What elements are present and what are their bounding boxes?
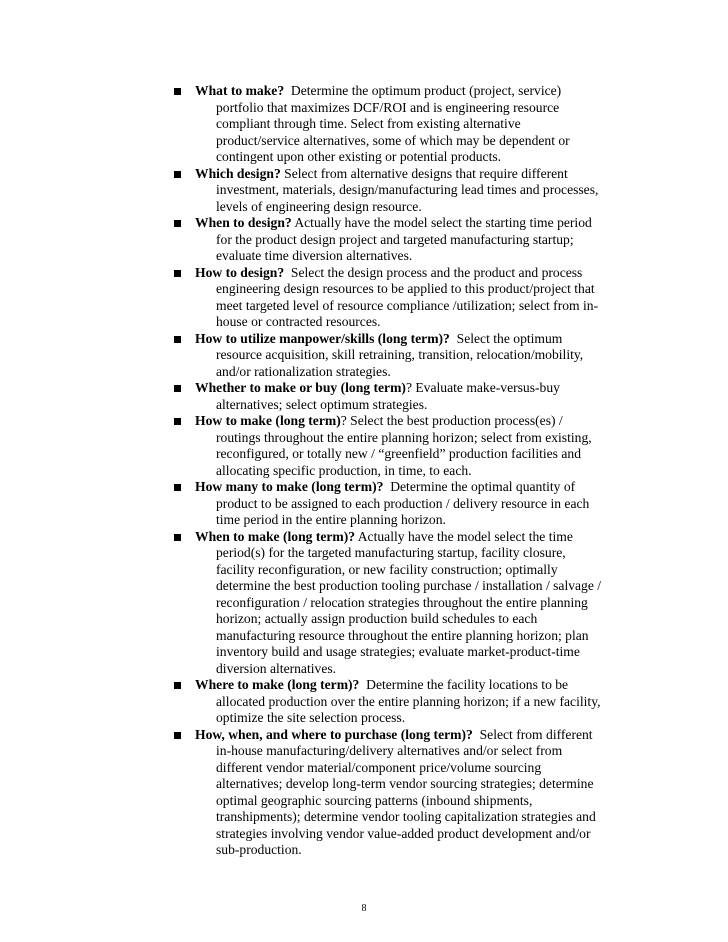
item-text: in-house manufacturing/delivery alternatives and/or select from xyxy=(216,743,563,758)
item-text: sub-production. xyxy=(216,842,302,857)
item-text: Actually have the model select the time xyxy=(355,528,573,544)
item-first-line xyxy=(195,215,622,232)
item-text: engineering design resources to be applied to this product/project that xyxy=(216,281,595,296)
item-text: house or contracted resources. xyxy=(216,314,381,329)
item-first-line xyxy=(195,83,622,100)
square-bullet-icon xyxy=(174,732,181,739)
square-bullet-icon xyxy=(174,336,181,343)
item-heading: Which design? xyxy=(195,165,281,181)
item-text: optimal geographic sourcing patterns (inbound shipments, xyxy=(216,792,533,808)
square-bullet-icon xyxy=(174,534,181,541)
item-text: contingent upon other existing or potential products. xyxy=(216,149,502,164)
item-text: alternatives; select optimum strategies. xyxy=(216,396,428,412)
item-text: levels of engineering design resource. xyxy=(216,198,422,214)
item-text: product/service alternatives, some of which may be dependent or xyxy=(216,132,570,148)
item-text: Actually have the model select the starting time period xyxy=(291,215,592,230)
item-text: portfolio that maximizes DCF/ROI and is engineering resource xyxy=(216,99,560,115)
item-first-line xyxy=(195,331,622,348)
item-first-line xyxy=(195,265,622,282)
square-bullet-icon xyxy=(174,418,181,425)
square-bullet-icon xyxy=(174,171,181,178)
item-first-line xyxy=(195,677,622,694)
item-text: meet targeted level of resource compliance /utilization; select from in- xyxy=(216,297,599,313)
item-heading: How, when, and where to purchase (long term)? xyxy=(195,726,473,742)
item-text: allocating specific production, in time, to each. xyxy=(216,462,472,478)
item-heading: When to design? xyxy=(195,215,292,230)
list-item xyxy=(172,380,622,413)
list-item xyxy=(172,331,622,381)
item-first-line xyxy=(195,166,622,183)
item-text: different vendor material/component price/volume sourcing xyxy=(216,759,542,775)
square-bullet-icon xyxy=(174,385,181,392)
square-bullet-icon xyxy=(174,270,181,277)
item-text: ? Evaluate make-versus-buy xyxy=(405,380,560,395)
list-item xyxy=(172,215,622,265)
square-bullet-icon xyxy=(174,484,181,491)
item-first-line xyxy=(195,727,622,744)
item-text: routings throughout the entire planning horizon; select from existing, xyxy=(216,429,592,445)
item-text: Determine the optimal quantity of xyxy=(383,479,576,494)
item-text: evaluate time diversion alternatives. xyxy=(216,248,413,263)
square-bullet-icon xyxy=(174,220,181,227)
item-text: facility reconfiguration, or new facility construction; optimally xyxy=(216,561,558,577)
item-text: diversion alternatives. xyxy=(216,660,337,676)
item-text: determine the best production tooling purchase / installation / salvage / xyxy=(216,578,602,593)
item-text: reconfigured, or totally new / “greenfield” production facilities and xyxy=(216,446,582,461)
item-text: alternatives; develop long-term vendor sourcing strategies; determine xyxy=(216,776,594,791)
item-heading: Where to make (long term)? xyxy=(195,677,360,692)
item-text: period(s) for the targeted manufacturing startup, facility closure, xyxy=(216,545,566,560)
item-text: horizon; actually assign production build schedules to each xyxy=(216,611,538,626)
item-text: Select the optimum xyxy=(449,330,563,346)
item-text: Select from different xyxy=(472,726,593,742)
item-heading: How to utilize manpower/skills (long term)? xyxy=(195,330,450,346)
square-bullet-icon xyxy=(174,682,181,689)
decision-list xyxy=(172,83,622,859)
page-number: 8 xyxy=(361,903,367,914)
item-text: inventory build and usage strategies; evaluate market-product-time xyxy=(216,644,580,659)
square-bullet-icon xyxy=(174,88,181,95)
item-text: time period in the entire planning horizon. xyxy=(216,512,446,527)
item-first-line xyxy=(195,479,622,496)
list-item xyxy=(172,265,622,331)
item-text: investment, materials, design/manufacturing lead times and processes, xyxy=(216,182,599,197)
list-item xyxy=(172,529,622,678)
list-item xyxy=(172,166,622,216)
item-text: transhipments); determine vendor tooling capitalization strategies and xyxy=(216,809,596,824)
item-heading: When to make (long term)? xyxy=(195,528,356,544)
item-heading: How to make (long term) xyxy=(195,413,341,428)
item-text: reconfiguration / relocation strategies throughout the entire planning xyxy=(216,594,588,610)
item-text: Select from alternative designs that require different xyxy=(280,165,568,181)
item-text: ? Select the best production process(es) / xyxy=(340,413,563,428)
item-text: for the product design project and targeted manufacturing startup; xyxy=(216,231,574,247)
item-heading: What to make? xyxy=(195,83,285,98)
list-item xyxy=(172,479,622,529)
item-first-line xyxy=(195,413,622,430)
item-text: Determine the facility locations to be xyxy=(359,677,569,692)
item-text: strategies involving vendor value-added product development and/or xyxy=(216,825,591,841)
item-first-line xyxy=(195,380,622,397)
item-text: and/or rationalization strategies. xyxy=(216,363,391,379)
item-text: product to be assigned to each production / delivery resource in each xyxy=(216,495,590,511)
item-heading: How to design? xyxy=(195,264,285,280)
item-text: resource acquisition, skill retraining, transition, relocation/mobility, xyxy=(216,347,584,362)
item-text: compliant through time. Select from existing alternative xyxy=(216,116,521,131)
list-item xyxy=(172,83,622,166)
list-item xyxy=(172,677,622,727)
item-heading: How many to make (long term)? xyxy=(195,479,384,494)
item-text: Select the design process and the product and process xyxy=(284,264,583,280)
item-heading: Whether to make or buy (long term) xyxy=(195,380,406,395)
item-text: allocated production over the entire planning horizon; if a new facility, xyxy=(216,693,601,709)
list-item xyxy=(172,413,622,479)
item-text: optimize the site selection process. xyxy=(216,710,406,725)
item-text: Determine the optimum product (project, service) xyxy=(284,83,562,98)
item-text: manufacturing resource throughout the entire planning horizon; plan xyxy=(216,627,589,643)
item-first-line xyxy=(195,529,622,546)
list-item xyxy=(172,727,622,859)
